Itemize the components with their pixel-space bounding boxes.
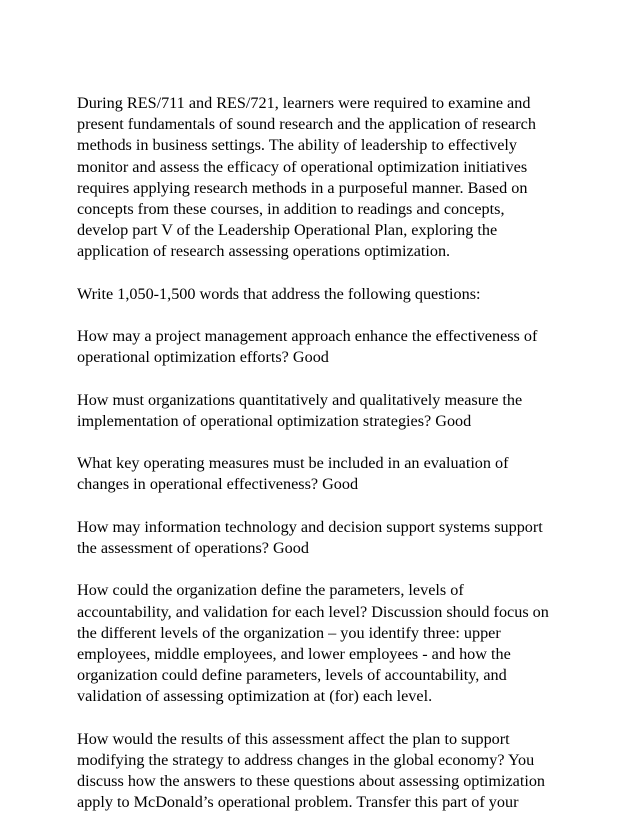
paragraph-question-5 bbox=[77, 580, 567, 707]
paragraph-question-6 bbox=[77, 729, 567, 814]
text-line: concepts from these courses, in addition to readings and concepts, bbox=[77, 199, 505, 218]
text-line: validation of assessing optimization at (for) each level. bbox=[77, 687, 433, 706]
text-line: the assessment of operations? Good bbox=[77, 538, 309, 557]
text-line: employees, middle employees, and lower employees - and how the bbox=[77, 644, 511, 663]
text-line: organization could define parameters, levels of accountability, and bbox=[77, 666, 507, 685]
text-line: discuss how the answers to these questions about assessing optimization bbox=[77, 772, 546, 790]
text-line: the different levels of the organization – you identify three: upper bbox=[77, 623, 501, 642]
text-line: methods in business settings. The ability of leadership to effectively bbox=[77, 136, 517, 155]
paragraph-question-4 bbox=[77, 517, 567, 559]
document-page bbox=[77, 93, 567, 835]
text-line: How may information technology and decision support systems support bbox=[77, 517, 543, 536]
paragraph-question-1 bbox=[77, 326, 567, 368]
text-line: monitor and assess the efficacy of operational optimization initiatives bbox=[77, 157, 528, 176]
text-line: How would the results of this assessment affect the plan to support bbox=[77, 729, 510, 748]
paragraph-question-3 bbox=[77, 453, 567, 495]
text-line: Write 1,050-1,500 words that address the following questions: bbox=[77, 284, 481, 303]
text-line: What key operating measures must be included in an evaluation of bbox=[77, 454, 509, 473]
text-line: apply to McDonald’s operational problem. Transfer this part of your bbox=[77, 793, 519, 812]
text-line: How must organizations quantitatively and qualitatively measure the bbox=[77, 390, 523, 409]
text-line: accountability, and validation for each level? Discussion should focus on bbox=[77, 602, 549, 621]
text-line: application of research assessing operations optimization. bbox=[77, 242, 451, 261]
text-line: requires applying research methods in a purposeful manner. Based on bbox=[77, 178, 528, 197]
text-line: develop part V of the Leadership Operational Plan, exploring the bbox=[77, 221, 498, 240]
text-line: How could the organization define the parameters, levels of bbox=[77, 581, 464, 600]
text-line: changes in operational effectiveness? Good bbox=[77, 475, 359, 494]
paragraph-intro bbox=[77, 93, 567, 263]
text-line: modifying the strategy to address changes in the global economy? You bbox=[77, 750, 535, 769]
paragraph-instruction bbox=[77, 284, 567, 305]
paragraph-question-2 bbox=[77, 390, 567, 432]
text-line: During RES/711 and RES/721, learners were required to examine and bbox=[77, 94, 531, 112]
text-line: How may a project management approach enhance the effectiveness of bbox=[77, 327, 538, 346]
text-line: present fundamentals of sound research and the application of research bbox=[77, 115, 536, 134]
text-line: implementation of operational optimization strategies? Good bbox=[77, 411, 472, 430]
text-line: operational optimization efforts? Good bbox=[77, 348, 329, 367]
